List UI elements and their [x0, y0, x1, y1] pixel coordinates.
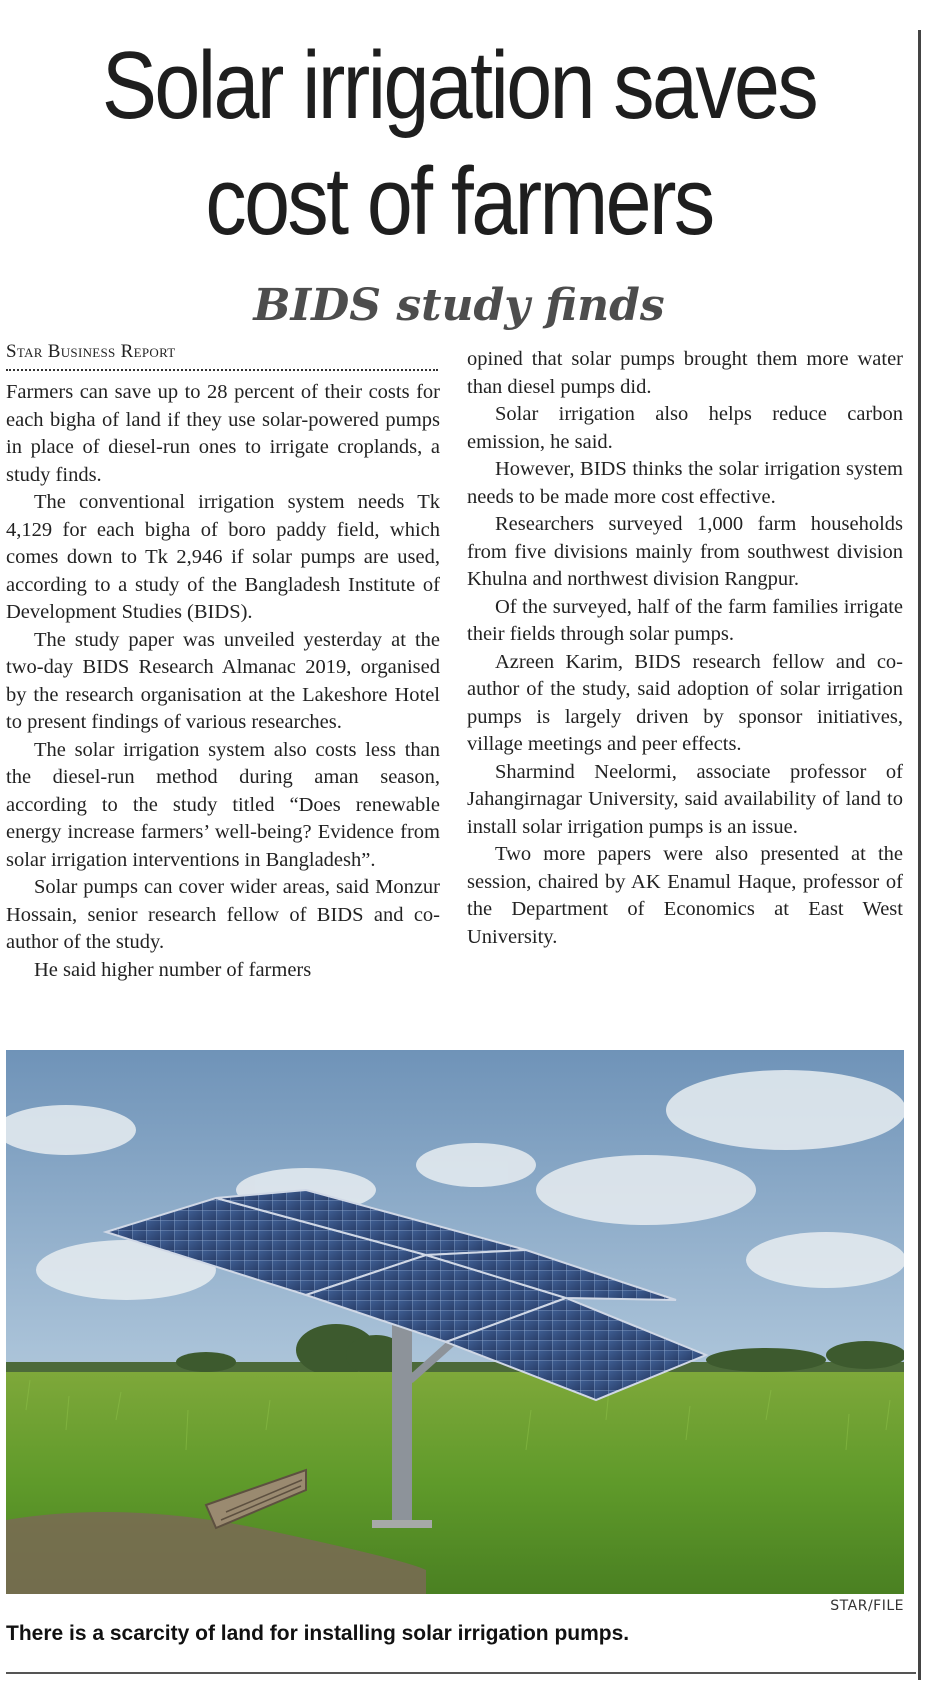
paragraph: Solar irrigation also helps reduce carbon emission, he said. [467, 403, 903, 453]
panel-pole [392, 1310, 412, 1525]
paragraph: Sharmind Neelormi, associate professor of Jahangirnagar University, said availability of land to install solar irrigation pumps is an issue. [467, 760, 903, 838]
photo-credit: STAR/FILE [830, 1598, 904, 1614]
paragraph: Azreen Karim, BIDS research fellow and co-author of the study, said adoption of solar irrigation pumps is largely driven by sponsor initiatives, village meetings and peer effects. [467, 650, 903, 755]
paragraph: The solar irrigation system also costs less than the diesel-run method during aman season, according to the study titled “Does renewable energy increase farmers’ well-being? Evidence from solar irrigation interventions in Bangladesh”. [6, 738, 440, 871]
headline: Solar irrigation saves cost of farmers [101, 32, 817, 255]
paragraph: Solar pumps can cover wider areas, said Monzur Hossain, senior research fellow of BIDS and co-author of the study. [6, 876, 440, 953]
paragraph: The study paper was unveiled yesterday at the two-day BIDS Research Almanac 2019, organised by the research organisation at the Lakeshore Hotel to present findings of various researches. [6, 628, 440, 733]
byline: Star Business Report [6, 341, 176, 362]
paragraph: However, BIDS thinks the solar irrigation system needs to be made more cost effective. [467, 458, 903, 508]
photo-caption: There is a scarcity of land for installing solar irrigation pumps. [6, 1622, 630, 1645]
solar-panel-photo [6, 1050, 904, 1594]
paragraph: opined that solar pumps brought them more water than diesel pumps did. [467, 348, 903, 398]
paragraph: Farmers can save up to 28 percent of their costs for each bigha of land if they use solar-powered pumps in place of diesel-run ones to irrigate croplands, a study finds. [6, 381, 440, 486]
column-rule [918, 30, 921, 1680]
bottom-rule [6, 1672, 916, 1674]
paragraph: Researchers surveyed 1,000 farm households from five divisions mainly from southwest division Khulna and northwest division Rangpur. [467, 513, 903, 590]
kicker: BIDS study finds [253, 280, 665, 331]
paragraph: He said higher number of farmers [34, 958, 312, 981]
paragraph: The conventional irrigation system needs Tk 4,129 for each bigha of boro paddy field, which comes down to Tk 2,946 if solar pumps are used, according to a study of the Bangladesh Institute of Development Studies (BIDS). [6, 491, 440, 623]
byline-divider [6, 369, 438, 371]
paragraph: Of the surveyed, half of the farm families irrigate their fields through solar pumps. [467, 595, 903, 645]
paragraph: Two more papers were also presented at the session, chaired by AK Enamul Haque, professor of the Department of Economics at East West University. [467, 843, 903, 948]
article-column-left [6, 379, 440, 984]
article-column-right [467, 346, 903, 951]
